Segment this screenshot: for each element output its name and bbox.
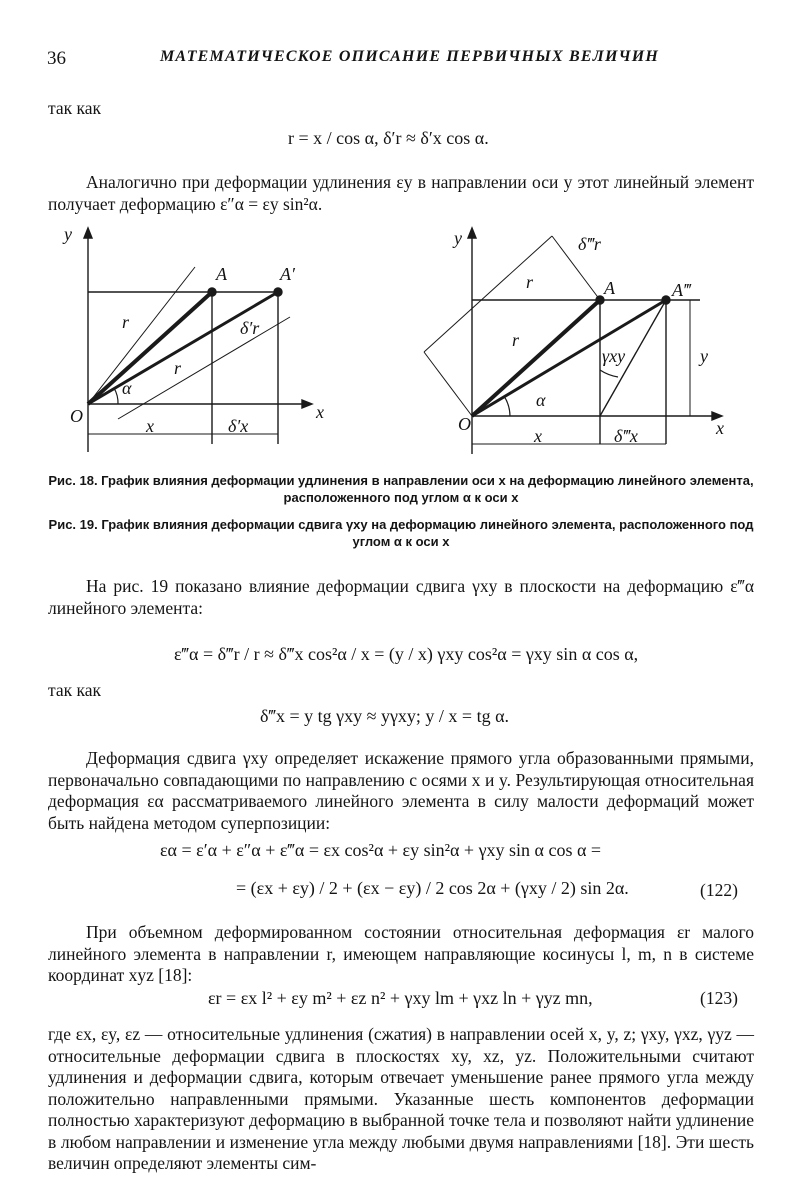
fig18-d1r: δ′r bbox=[240, 318, 260, 338]
fig19-axis-y: y bbox=[454, 228, 462, 248]
fig18-point-a: A bbox=[216, 264, 227, 284]
figures-18-19 bbox=[40, 222, 760, 462]
fig19-axis-x: x bbox=[716, 418, 724, 438]
equation-6: εr = εx l² + εy m² + εz n² + γxy lm + γxz ln + γyz mn, bbox=[208, 988, 593, 1008]
fig18-alpha: α bbox=[122, 378, 132, 398]
paragraph-volume: При объемном деформированном состоянии относительная деформация εr малого линейного элемента в направлении r, имеющем направляющие косинусы l, m, n в системе координат xyz [18]: bbox=[48, 922, 754, 985]
fig18-axis-x: x bbox=[316, 402, 324, 422]
text-tak-kak-2: так как bbox=[48, 680, 102, 700]
equation-number-122: (122) bbox=[700, 880, 738, 900]
text-tak-kak-1: так как bbox=[48, 98, 102, 118]
fig18-r-2: r bbox=[174, 358, 182, 378]
equation-5a: εα = ε′α + ε″α + ε‴α = εx cos²α + εy sin²α + γxy sin α cos α = bbox=[160, 840, 602, 860]
caption-fig18: Рис. 18. График влияния деформации удлинения в направлении оси x на деформацию линейного элемента, расположенного под углом α к оси x bbox=[48, 473, 754, 505]
fig19-d3x: δ‴x bbox=[614, 426, 638, 446]
fig18-axis-y: y bbox=[64, 224, 72, 244]
paragraph-analog: Аналогично при деформации удлинения εy в направлении оси y этот линейный элемент получает деформацию ε″α = εy sin²α. bbox=[48, 172, 754, 214]
fig19-alpha: α bbox=[536, 390, 546, 410]
page-number: 36 bbox=[47, 48, 66, 69]
fig18-r-1: r bbox=[122, 312, 130, 332]
fig18-x: x bbox=[146, 416, 154, 436]
paragraph-where: где εx, εy, εz — относительные удлинения (сжатия) в направлении осей x, y, z; γxy, γxz, γyz — относительные деформации сдвига в плоскостях xy, xz, yz. Положительными считают удлинения и деформации сдвига, которым отвечает уменьшение ранее прямого угла между положительно направленными прямыми. Указанные шесть компонентов деформации полностью характеризуют деформацию в выбранной точке тела и позволяют найти удлинение в любом направлении и изменение угла между любыми двумя направлениями [18]. Эти шесть величин определяют элементы сим- bbox=[48, 1024, 754, 1173]
caption-fig19: Рис. 19. График влияния деформации сдвига γxy на деформацию линейного элемента, расположенного под углом α к оси x bbox=[48, 517, 754, 549]
equation-3: ε‴α = δ‴r / r ≈ δ‴x cos²α / x = (y / x) γxy cos²α = γxy sin α cos α, bbox=[174, 644, 639, 664]
fig19-r-1: r bbox=[526, 272, 534, 292]
fig19-origin: O bbox=[458, 414, 471, 434]
equation-5b: = (εx + εy) / 2 + (εx − εy) / 2 cos 2α + (γxy / 2) sin 2α. bbox=[236, 878, 629, 898]
fig19-y: y bbox=[700, 346, 708, 366]
equation-r: r = x / cos α, δ′r ≈ δ′x cos α. bbox=[288, 128, 489, 148]
fig18-d1x: δ′x bbox=[228, 416, 249, 436]
fig19-r-2: r bbox=[512, 330, 520, 350]
paragraph-fig19: На рис. 19 показано влияние деформации сдвига γxy в плоскости на деформацию ε‴α линейного элемента: bbox=[48, 576, 754, 618]
paragraph-shear: Деформация сдвига γxy определяет искажение прямого угла образованными прямыми, первоначально совпадающими по направлению с осями x и y. Результирующая относительная деформация εα рассматриваемого линейного элемента в силу малости деформаций может быть найдена методом суперпозиции: bbox=[48, 748, 754, 833]
fig19-gxy: γxy bbox=[602, 346, 626, 366]
equation-number-123: (123) bbox=[700, 988, 738, 1008]
fig19-d3r: δ‴r bbox=[578, 234, 601, 254]
fig19-x: x bbox=[534, 426, 542, 446]
fig18-origin: O bbox=[70, 406, 83, 426]
figure-18 bbox=[84, 228, 312, 452]
fig18-point-a1: A′ bbox=[280, 264, 295, 284]
fig19-point-a: A bbox=[604, 278, 615, 298]
fig19-point-a3: A‴ bbox=[672, 280, 691, 300]
figure-19-labels bbox=[452, 228, 724, 446]
running-title: МАТЕМАТИЧЕСКОЕ ОПИСАНИЕ ПЕРВИЧНЫХ ВЕЛИЧИН bbox=[160, 48, 660, 65]
equation-4: δ‴x = y tg γxy ≈ yγxy; y / x = tg α. bbox=[260, 706, 510, 726]
